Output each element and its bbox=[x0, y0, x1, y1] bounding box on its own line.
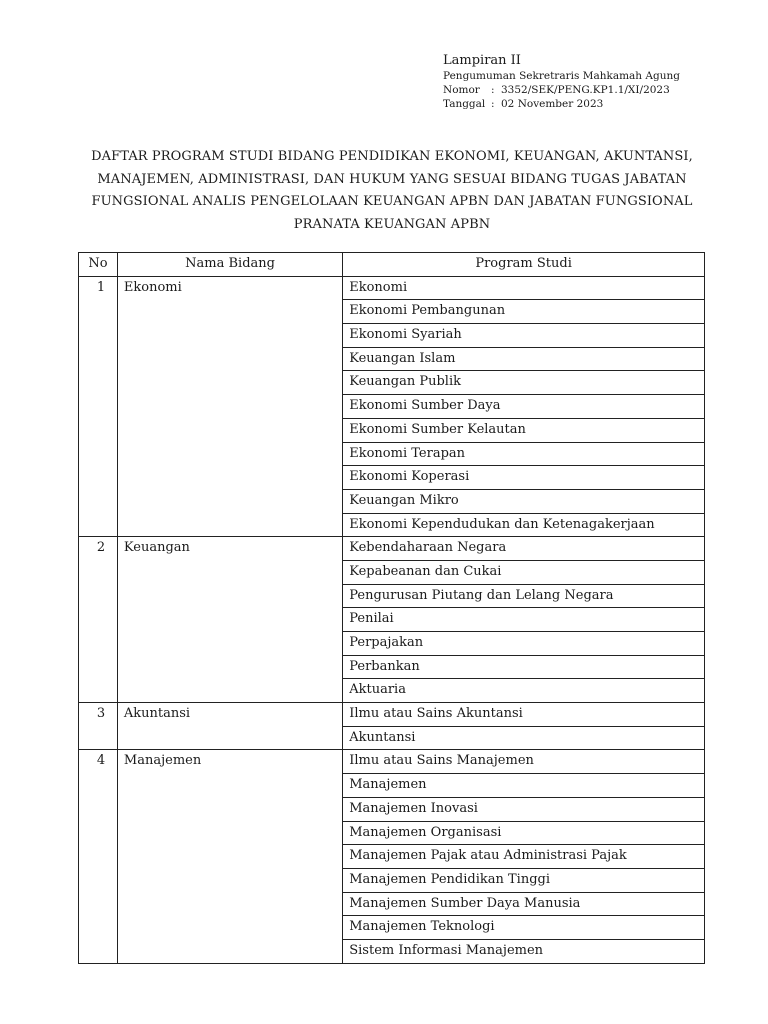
tanggal-label: Tanggal bbox=[443, 98, 486, 110]
table-row bbox=[79, 276, 705, 300]
program-studi-cell: Aktuaria bbox=[343, 679, 705, 703]
program-studi-cell: Ilmu atau Sains Manajemen bbox=[343, 750, 705, 774]
table-row bbox=[79, 537, 705, 561]
program-studi-cell: Manajemen Teknologi bbox=[343, 916, 705, 940]
header-nama-bidang: Nama Bidang bbox=[117, 253, 342, 277]
lampiran-title: Lampiran II bbox=[443, 53, 521, 68]
table-row bbox=[79, 750, 705, 774]
program-studi-table bbox=[78, 252, 705, 964]
program-studi-cell: Ekonomi Pembangunan bbox=[343, 300, 705, 324]
nama-bidang-cell: Manajemen bbox=[117, 750, 342, 963]
row-number: 1 bbox=[79, 276, 118, 537]
tanggal-row bbox=[443, 97, 743, 111]
table-body bbox=[79, 276, 705, 963]
program-studi-cell: Ekonomi Koperasi bbox=[343, 466, 705, 490]
program-studi-cell: Kebendaharaan Negara bbox=[343, 537, 705, 561]
program-studi-cell: Perbankan bbox=[343, 655, 705, 679]
title-line: DAFTAR PROGRAM STUDI BIDANG PENDIDIKAN EKONOMI, KEUANGAN, AKUNTANSI, bbox=[91, 149, 693, 164]
header-program-studi: Program Studi bbox=[343, 253, 705, 277]
nomor-label: Nomor bbox=[443, 84, 480, 96]
program-studi-cell: Ekonomi Kependudukan dan Ketenagakerjaan bbox=[343, 513, 705, 537]
row-number: 2 bbox=[79, 537, 118, 703]
program-studi-cell: Ekonomi Terapan bbox=[343, 442, 705, 466]
program-studi-cell: Manajemen Pajak atau Administrasi Pajak bbox=[343, 845, 705, 869]
program-studi-cell: Kepabeanan dan Cukai bbox=[343, 560, 705, 584]
title-line: MANAJEMEN, ADMINISTRASI, DAN HUKUM YANG SESUAI BIDANG TUGAS JABATAN bbox=[97, 171, 687, 187]
row-number: 4 bbox=[79, 750, 118, 963]
tanggal-colon: : bbox=[491, 98, 495, 110]
program-studi-cell: Sistem Informasi Manajemen bbox=[343, 939, 705, 963]
program-studi-cell: Manajemen bbox=[343, 774, 705, 798]
header-row bbox=[79, 253, 705, 277]
program-studi-cell: Manajemen Sumber Daya Manusia bbox=[343, 892, 705, 916]
program-studi-cell: Penilai bbox=[343, 608, 705, 632]
nama-bidang-cell: Ekonomi bbox=[117, 276, 342, 537]
title-line: FUNGSIONAL ANALIS PENGELOLAAN KEUANGAN APBN DAN JABATAN FUNGSIONAL bbox=[91, 194, 693, 209]
header-no: No bbox=[79, 253, 118, 277]
program-studi-cell: Ekonomi Sumber Daya bbox=[343, 395, 705, 419]
program-studi-cell: Ekonomi Syariah bbox=[343, 324, 705, 348]
program-studi-cell: Perpajakan bbox=[343, 632, 705, 656]
program-studi-cell: Manajemen Organisasi bbox=[343, 821, 705, 845]
nama-bidang-cell: Akuntansi bbox=[117, 703, 342, 750]
nomor-row bbox=[443, 83, 743, 97]
program-studi-cell: Keuangan Islam bbox=[343, 347, 705, 371]
nomor-colon: : bbox=[491, 84, 495, 96]
program-studi-cell: Manajemen Inovasi bbox=[343, 797, 705, 821]
lampiran-block bbox=[443, 52, 743, 111]
tanggal-value: 02 November 2023 bbox=[501, 98, 604, 110]
program-studi-cell: Keuangan Mikro bbox=[343, 489, 705, 513]
table-row bbox=[79, 703, 705, 727]
lampiran-subtitle: Pengumuman Sekretraris Mahkamah Agung bbox=[443, 70, 680, 82]
program-studi-cell: Ilmu atau Sains Akuntansi bbox=[343, 703, 705, 727]
program-studi-cell: Ekonomi bbox=[343, 276, 705, 300]
document-title bbox=[60, 146, 724, 236]
program-studi-cell: Ekonomi Sumber Kelautan bbox=[343, 418, 705, 442]
program-studi-cell: Manajemen Pendidikan Tinggi bbox=[343, 868, 705, 892]
program-studi-cell: Pengurusan Piutang dan Lelang Negara bbox=[343, 584, 705, 608]
row-number: 3 bbox=[79, 703, 118, 750]
title-line: PRANATA KEUANGAN APBN bbox=[293, 216, 491, 232]
nomor-value: 3352/SEK/PENG.KP1.1/XI/2023 bbox=[501, 84, 670, 96]
program-studi-cell: Akuntansi bbox=[343, 726, 705, 750]
nama-bidang-cell: Keuangan bbox=[117, 537, 342, 703]
table-header bbox=[79, 253, 705, 277]
program-studi-cell: Keuangan Publik bbox=[343, 371, 705, 395]
